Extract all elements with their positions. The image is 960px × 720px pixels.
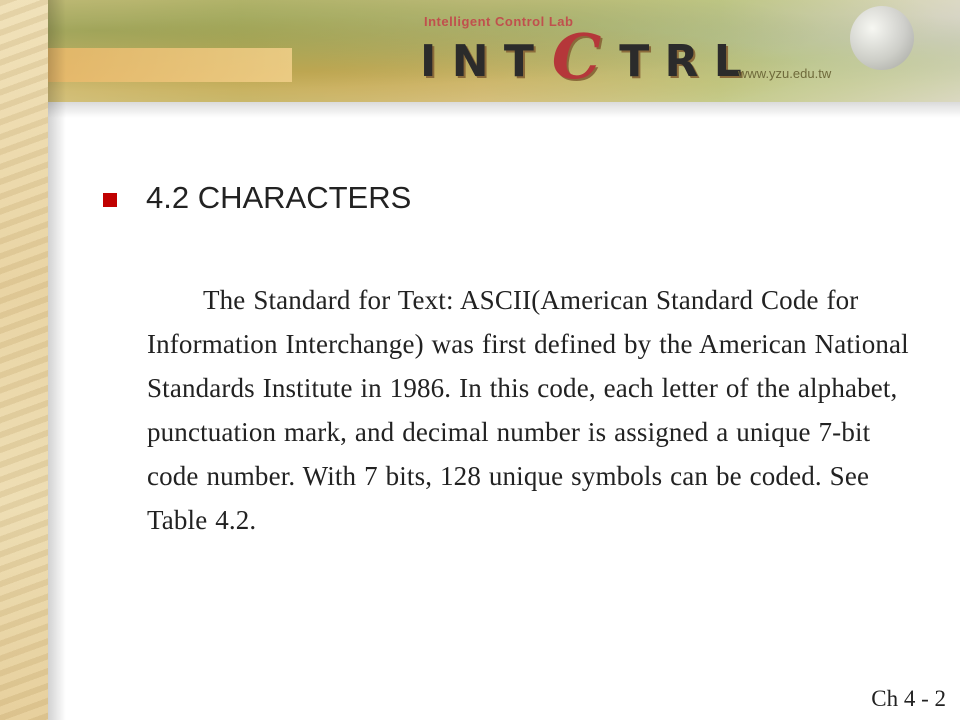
banner-caption: Intelligent Control Lab [424, 14, 574, 29]
logo-big-letter: C [551, 20, 602, 93]
bullet-square-icon [103, 193, 117, 207]
logo-text-left: I N T [420, 36, 534, 87]
banner-shadow [48, 102, 960, 118]
banner-url: www.yzu.edu.tw [738, 66, 832, 81]
banner-decor-block [32, 48, 292, 82]
header-banner [0, 0, 960, 102]
slide-heading: 4.2 CHARACTERS [146, 180, 412, 215]
slide-number: Ch 4 - 2 [871, 686, 946, 711]
left-strip-shadow [48, 0, 66, 720]
left-decorative-strip [0, 0, 48, 720]
globe-icon [850, 6, 914, 70]
slide-paragraph: The Standard for Text: ASCII(American Standard Code for Information Interchange) was first defined by the American National Standards Institute in 1986. In this code, each letter of the alphabet, punctuation mark, and decimal number is assigned a unique 7-bit code number. With 7 bits, 128 unique symbols can be coded. See Table 4.2. [147, 285, 909, 535]
logo-text-right: T R L [619, 36, 742, 87]
